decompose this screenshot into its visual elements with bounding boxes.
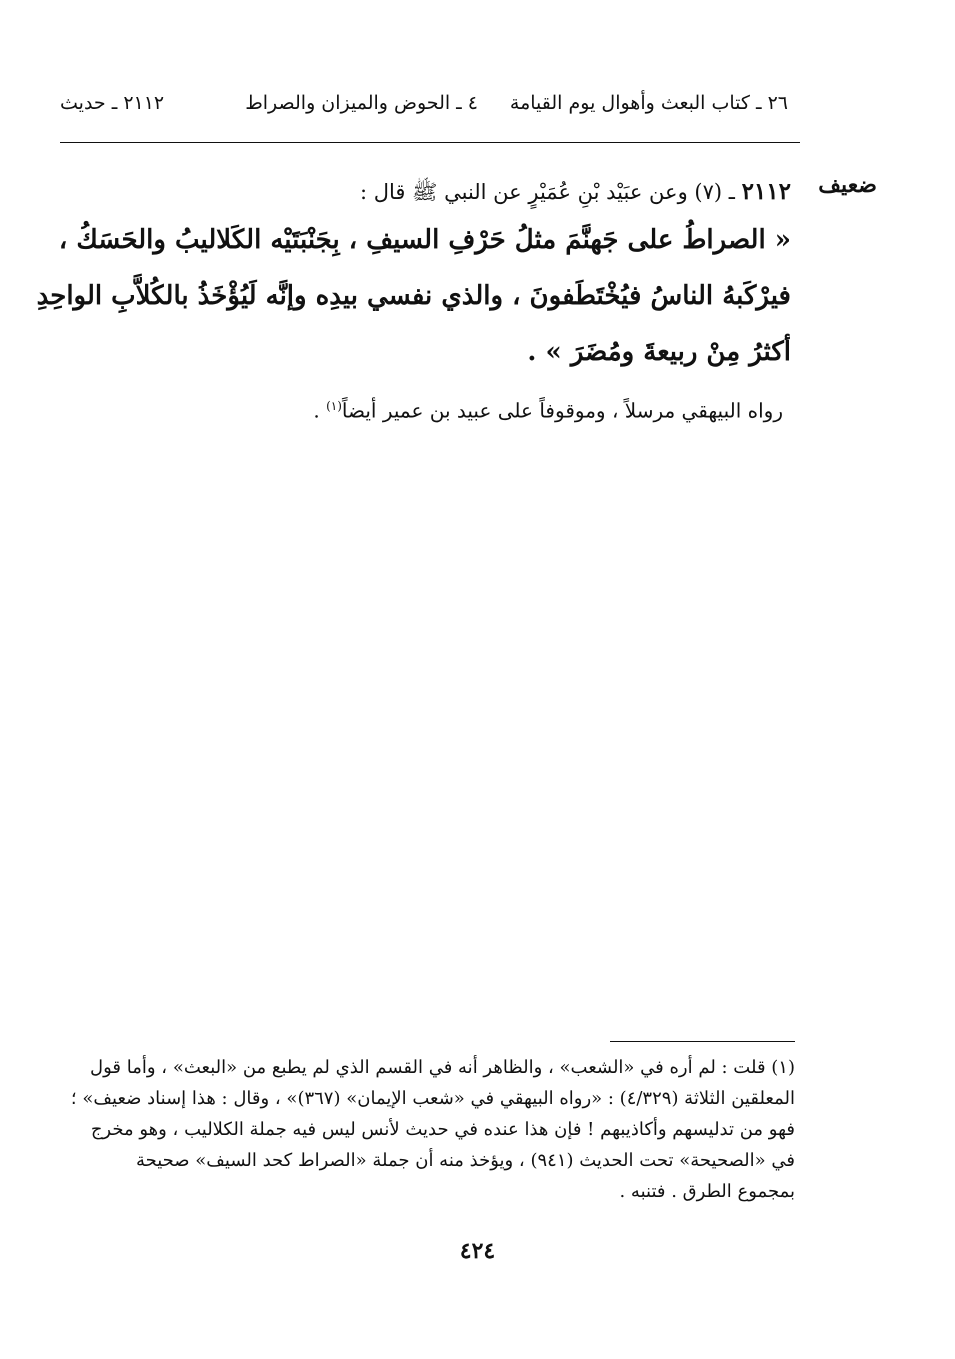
hadith-block xyxy=(36,172,791,427)
hadith-text-line: أكثرُ مِنْ ربيعةَ ومُضَرَ » . xyxy=(527,337,791,367)
running-header xyxy=(60,92,788,122)
footnote-line: في «الصحيحة» تحت الحديث (٩٤١) ، ويؤخذ منه أن جملة «الصراط كحد السيف» صحيحة xyxy=(135,1150,795,1171)
header-divider xyxy=(60,142,800,143)
page-number: ٤٢٤ xyxy=(459,1238,496,1264)
footnote-line: بمجموع الطرق . فتنبه . xyxy=(619,1181,795,1202)
footnote-divider xyxy=(610,1041,795,1042)
footnote-line: المعلقين الثلاثة (٤/٣٢٩) : «رواه البيهقي في «شعب الإيمان» (٣٦٧)» ، وقال : هذا إسناد ضعيف» ؛ xyxy=(70,1088,795,1109)
header-hadith-number: ٢١١٢ ـ حديث xyxy=(60,92,165,114)
hadith-grade-label: ضعيف xyxy=(818,172,877,198)
hadith-source-text: رواه البيهقي مرسلاً ، وموقوفاً على عبيد بن عمير أيضاً xyxy=(341,398,783,423)
hadith-intro-text: ـ (٧) وعن عبَيْد بْنِ عُمَيْرٍ عن النبي ﷺ قال : xyxy=(359,180,742,204)
footnote-line: فهو من تدليسهم وأكاذيبهم ! فإن هذا عنده في حديث لأنس ليس فيه جملة الكلاليب ، وهو مخرج xyxy=(90,1119,795,1140)
hadith-text-line: فيرْكَبهُ الناسُ فيُخْتَطَفونَ ، والذي نفسي بيدِه وإنَّه لَيُؤْخَذُ بالكُلاَّبِ الواحِدِ xyxy=(36,281,791,311)
hadith-text-line: « الصراطُ على جَهنَّمَ مثلُ حَرْفِ السيفِ ، بِجَنْبَتَيْه الكَلاليبُ والحَسَكُ ، xyxy=(58,225,791,255)
footnote-line: (١) قلت : لم أره في «الشعب» ، والظاهر أنه في القسم الذي لم يطبع من «البعث» ، وأما قول xyxy=(90,1057,795,1078)
hadith-number: ٢١١٢ xyxy=(741,178,791,205)
header-section: ٤ ـ الحوض والميزان والصراط xyxy=(245,92,478,114)
hadith-source xyxy=(55,390,791,427)
hadith-text xyxy=(36,212,791,380)
hadith-source-end: . xyxy=(313,398,327,423)
footnote-marker[interactable]: (١) xyxy=(326,399,342,413)
hadith-intro xyxy=(55,172,791,212)
header-chapter: ٢٦ ـ كتاب البعث وأهوال يوم القيامة xyxy=(509,92,788,114)
footnote-block xyxy=(60,1052,795,1207)
